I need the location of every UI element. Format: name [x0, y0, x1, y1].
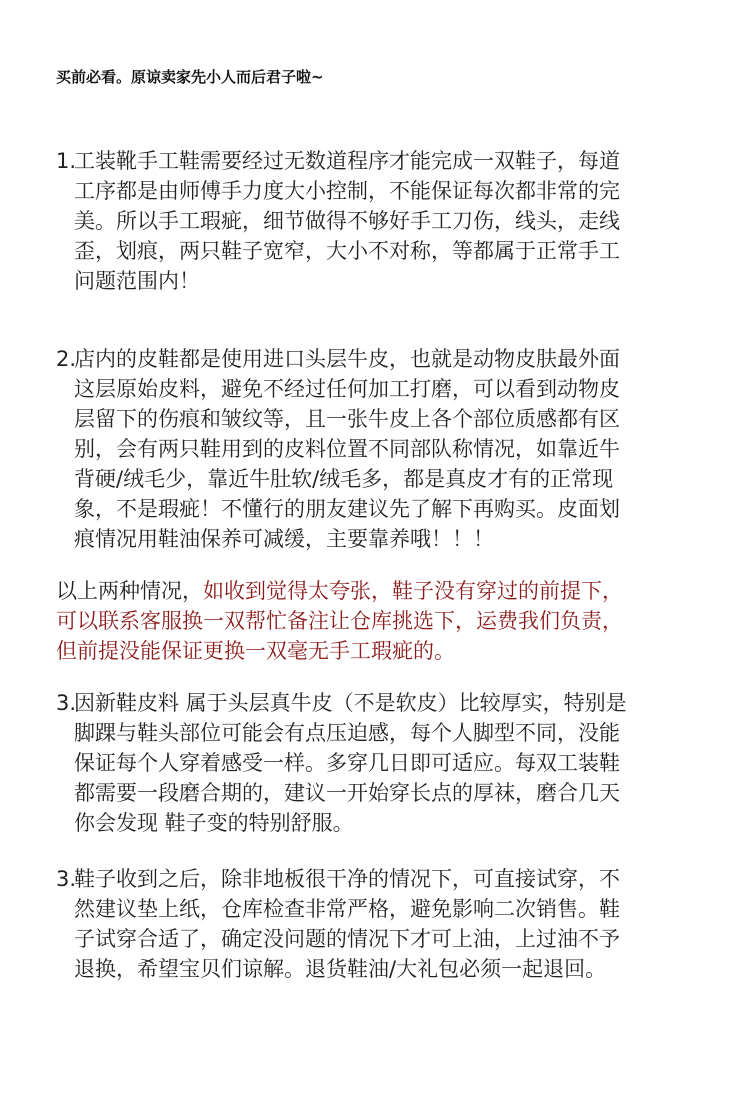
notice-line: 然建议垫上纸，仓库检查非常严格，避免影响二次销售。鞋 [74, 897, 620, 921]
notice-line: 鞋子收到之后，除非地板很干净的情况下，可直接试穿，不 [74, 867, 620, 891]
highlight-line-2: 可以联系客服换一双帮忙备注让仓库挑选下，运费我们负责， [56, 609, 623, 633]
notice-line: 都需要一段磨合期的，建议一开始穿长点的厚袜，磨合几天 [74, 781, 620, 805]
notice-line: 你会发现 鞋子变的特别舒服。 [74, 811, 354, 835]
highlight-line-1 [56, 576, 706, 606]
notice-4 [56, 864, 706, 984]
notice-2 [56, 344, 706, 554]
notice-line: 象，不是瑕疵！不懂行的朋友建议先了解下再购买。皮面划 [74, 497, 620, 521]
notice-line: 问题范围内！ [74, 269, 200, 293]
notice-line: 脚踝与鞋头部位可能会有点压迫感，每个人脚型不同，没能 [74, 721, 620, 745]
notice-line: 子试穿合适了，确定没问题的情况下才可上油，上过油不予 [74, 927, 620, 951]
notice-line: 工序都是由师傅手力度大小控制，不能保证每次都非常的完 [74, 179, 620, 203]
highlight-line-3: 但前提没能保证更换一双毫无手工瑕疵的。 [56, 639, 455, 663]
notice-number: 1. [56, 149, 77, 173]
notice-number: 2. [56, 347, 77, 371]
notice-line: 别，会有两只鞋用到的皮料位置不同部队称情况，如靠近牛 [74, 437, 620, 461]
notice-line: 因新鞋皮料 属于头层真牛皮（不是软皮）比较厚实，特别是 [74, 691, 627, 715]
notice-line: 保证每个人穿着感受一样。多穿几日即可适应。每双工装鞋 [74, 751, 620, 775]
notice-number: 3. [56, 867, 77, 891]
notice-line: 层留下的伤痕和皱纹等，且一张牛皮上各个部位质感都有区 [74, 407, 620, 431]
notice-line: 店内的皮鞋都是使用进口头层牛皮，也就是动物皮肤最外面 [74, 347, 620, 371]
notice-line: 退换，希望宝贝们谅解。退货鞋油/大礼包必须一起退回。 [74, 957, 607, 981]
notice-line: 这层原始皮料，避免不经过任何加工打磨，可以看到动物皮 [74, 377, 620, 401]
notice-line: 背硬/绒毛少，靠近牛肚软/绒毛多，都是真皮才有的正常现 [74, 467, 614, 491]
highlight-line1-rest: 如收到觉得太夸张，鞋子没有穿过的前提下， [203, 579, 623, 603]
notice-line: 歪，划痕，两只鞋子宽窄，大小不对称，等都属于正常手工 [74, 239, 620, 263]
notice-number: 3. [56, 691, 77, 715]
notice-line: 美。所以手工瑕疵，细节做得不够好手工刀伤，线头，走线 [74, 209, 620, 233]
highlight-paragraph [56, 576, 706, 666]
notice-line: 痕情况用鞋油保养可减缓，主要靠养哦！！！ [74, 527, 494, 551]
page-heading: 买前必看。原谅卖家先小人而后君子啦~ [56, 68, 324, 86]
notice-line: 工装靴手工鞋需要经过无数道程序才能完成一双鞋子，每道 [74, 149, 620, 173]
highlight-prefix: 以上两种情况， [56, 579, 203, 603]
notice-3 [56, 688, 706, 838]
notice-1 [56, 146, 706, 296]
